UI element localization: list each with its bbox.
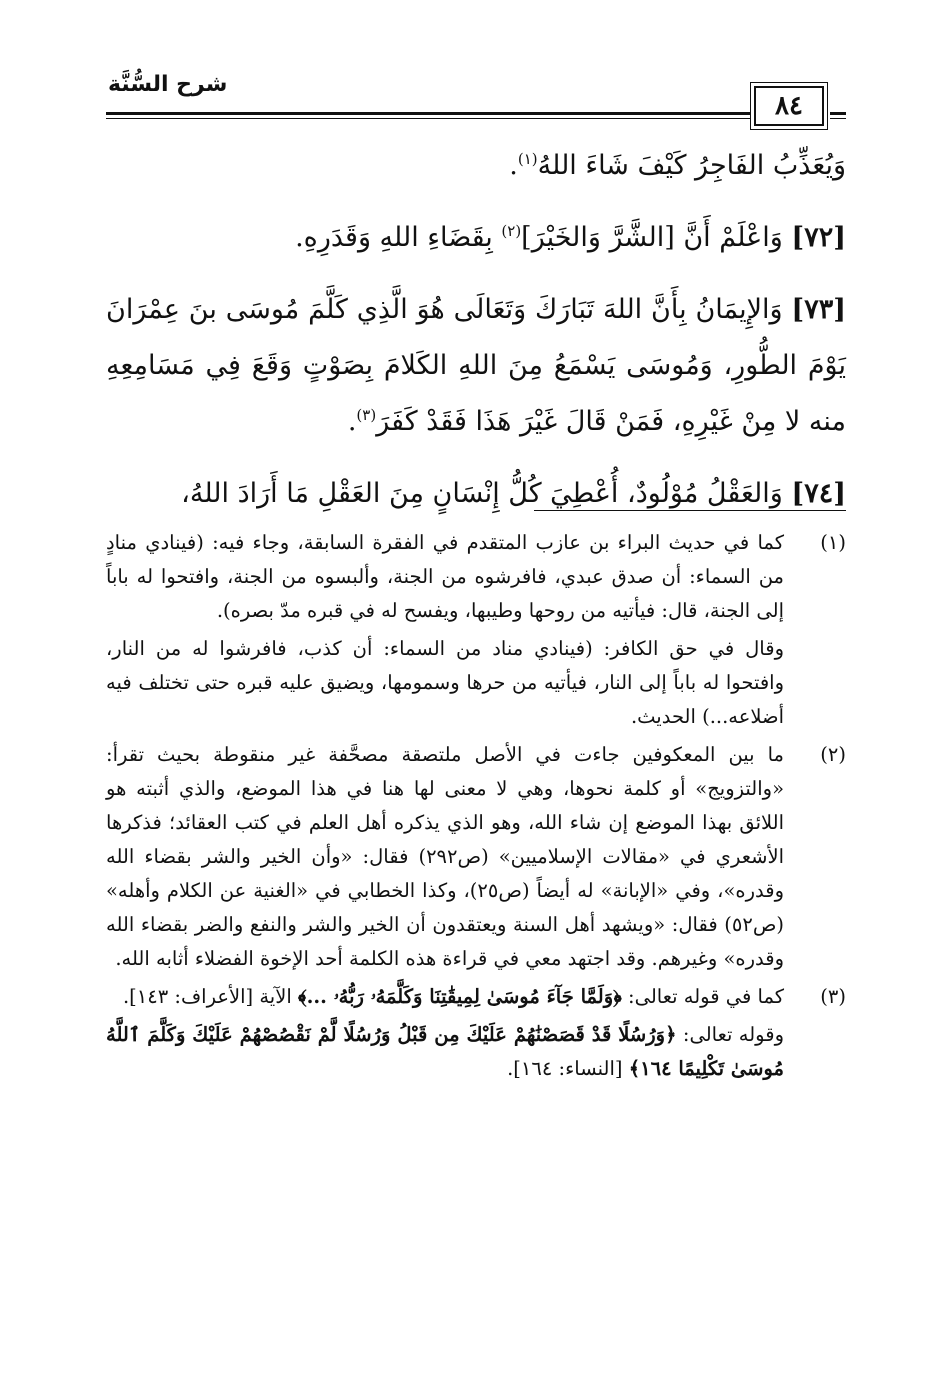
book-title: شرح السُّنَّة: [108, 72, 228, 97]
header-rule-tail-thick: [830, 112, 846, 115]
quran-verse: ﴿وَرُسُلًا قَدْ قَصَصْنَٰهُمْ عَلَيْكَ مِن قَبْلُ وَرُسُلًا لَّمْ نَقْصُصْهُمْ عَلَيْكَ وَكَلَّمَ ٱللَّهُ مُوسَىٰ تَكْلِيمًا ١٦٤﴾: [106, 1023, 784, 1080]
paragraph-number: [٧٤]: [791, 478, 846, 509]
header-rule-thick: [106, 112, 754, 115]
paragraph-number: [٧٣]: [791, 294, 846, 325]
paragraph-number: [٧٢]: [791, 222, 846, 253]
footnote-marker: (١): [820, 531, 846, 554]
page-number: ٨٤: [754, 86, 824, 126]
footnote-ref-1: (١): [517, 150, 538, 168]
paragraph-72: [٧٢] وَاعْلَمْ أَنَّ [الشَّرَّ وَالخَيْرَ]$^{(٢)}$ بِقَضَاءِ اللهِ وَقَدَرِهِ.: [295, 222, 846, 253]
footnote-2: [106, 738, 846, 976]
footnote-ref-2: (٢): [501, 222, 522, 240]
footnote-marker: (٣): [820, 985, 846, 1008]
running-header: [106, 72, 846, 132]
footnote-paragraph: وقوله تعالى: ﴿وَرُسُلًا قَدْ قَصَصْنَٰهُمْ عَلَيْكَ مِن قَبْلُ وَرُسُلًا لَّمْ نَقْصُصْهُمْ عَلَيْكَ وَكَلَّمَ ٱللَّهُ مُوسَىٰ تَكْلِيمًا ١٦٤﴾ [النساء: ١٦٤].: [106, 1023, 784, 1080]
paragraph-continuation: وَيُعَذِّبُ الفَاجِرُ كَيْفَ شَاءَ اللهُ$^{(١)}$.: [509, 150, 846, 181]
footnote-paragraph: كما في حديث البراء بن عازب المتقدم في الفقرة السابقة، وجاء فيه: (فينادي منادٍ من السماء: أن صدق عبدي، فافرشوه من الجنة، وألبسوه من الجنة، وافتحوا له باباً إلى الجنة، قال: فيأتيه من روحها وطيبها، ويفسح له في قبره مدّ بصره).: [106, 531, 784, 622]
footnote-ref-3: (٣): [356, 406, 377, 424]
quran-verse: ﴿وَلَمَّا جَآءَ مُوسَىٰ لِمِيقَٰتِنَا وَكَلَّمَهُۥ رَبُّهُۥ ...﴾: [297, 985, 622, 1008]
paragraph-73: [٧٣] وَالإِيمَانُ بِأَنَّ اللهَ تَبَارَكَ وَتَعَالَى هُوَ الَّذِي كَلَّمَ مُوسَى بنَ عِمْرَانَ يَوْمَ الطُّورِ، وَمُوسَى يَسْمَعُ مِنَ اللهِ الكَلامَ بِصَوْتٍ وَقَعَ فِي مَسَامِعِهِ منه لا مِنْ غَيْرِهِ، فَمَنْ قَالَ غَيْرَ هَذَا فَقَدْ كَفَرَ$^{(٣)}$.: [106, 294, 846, 437]
footnote-paragraph: كما في قوله تعالى: ﴿وَلَمَّا جَآءَ مُوسَىٰ لِمِيقَٰتِنَا وَكَلَّمَهُۥ رَبُّهُۥ ...﴾ الآية [الأعراف: ١٤٣].: [122, 985, 784, 1008]
footnote-1: [106, 526, 846, 734]
header-rule-tail-thin: [830, 118, 846, 119]
header-rule-thin: [106, 118, 754, 119]
footnote-marker: (٢): [820, 743, 846, 766]
paragraph-74: [٧٤] وَالعَقْلُ مُوْلُودٌ، أُعْطِيَ كُلُّ إِنْسَانٍ مِنَ العَقْلِ مَا أَرَادَ اللهُ،: [181, 478, 846, 509]
main-text: [106, 138, 846, 538]
footnote-paragraph: ما بين المعكوفين جاءت في الأصل ملتصقة مصحَّفة غير منقوطة بحيث تقرأ: «والتزويج» أو كلمة نحوها، وهي لا معنى لها هنا في هذا الموضع، والذي أثبته هو اللائق بهذا الموضع إن شاء الله، وهو الذي يذكره أهل العلم في كتب العقائد؛ فذكرها الأشعري في «مقالات الإسلاميين» (ص٢٩٢) فقال: «وأن الخير والشر بقضاء الله وقدره»، وفي «الإبانة» له أيضاً (ص٢٥)، وكذا الخطابي في «الغنية عن الكلام وأهله» (ص٥٢) فقال: «ويشهد أهل السنة ويعتقدون أن الخير والشر والنفع والضر بقضاء الله وقدره» وغيرهم. وقد اجتهد معي في قراءة هذه الكلمة أحد الإخوة الفضلاء أثابه الله.: [106, 743, 784, 970]
footnote-paragraph: وقال في حق الكافر: (فينادي مناد من السماء: أن كذب، فافرشوا له من النار، وافتحوا له باباً إلى النار، فيأتيه من حرها وسمومها، ويضيق عليه قبره حتى تختلف فيه أضلاعه...) الحديث.: [106, 637, 784, 728]
footnotes: [106, 526, 846, 1090]
footnote-3: [106, 980, 846, 1086]
footnote-divider: [534, 510, 846, 511]
